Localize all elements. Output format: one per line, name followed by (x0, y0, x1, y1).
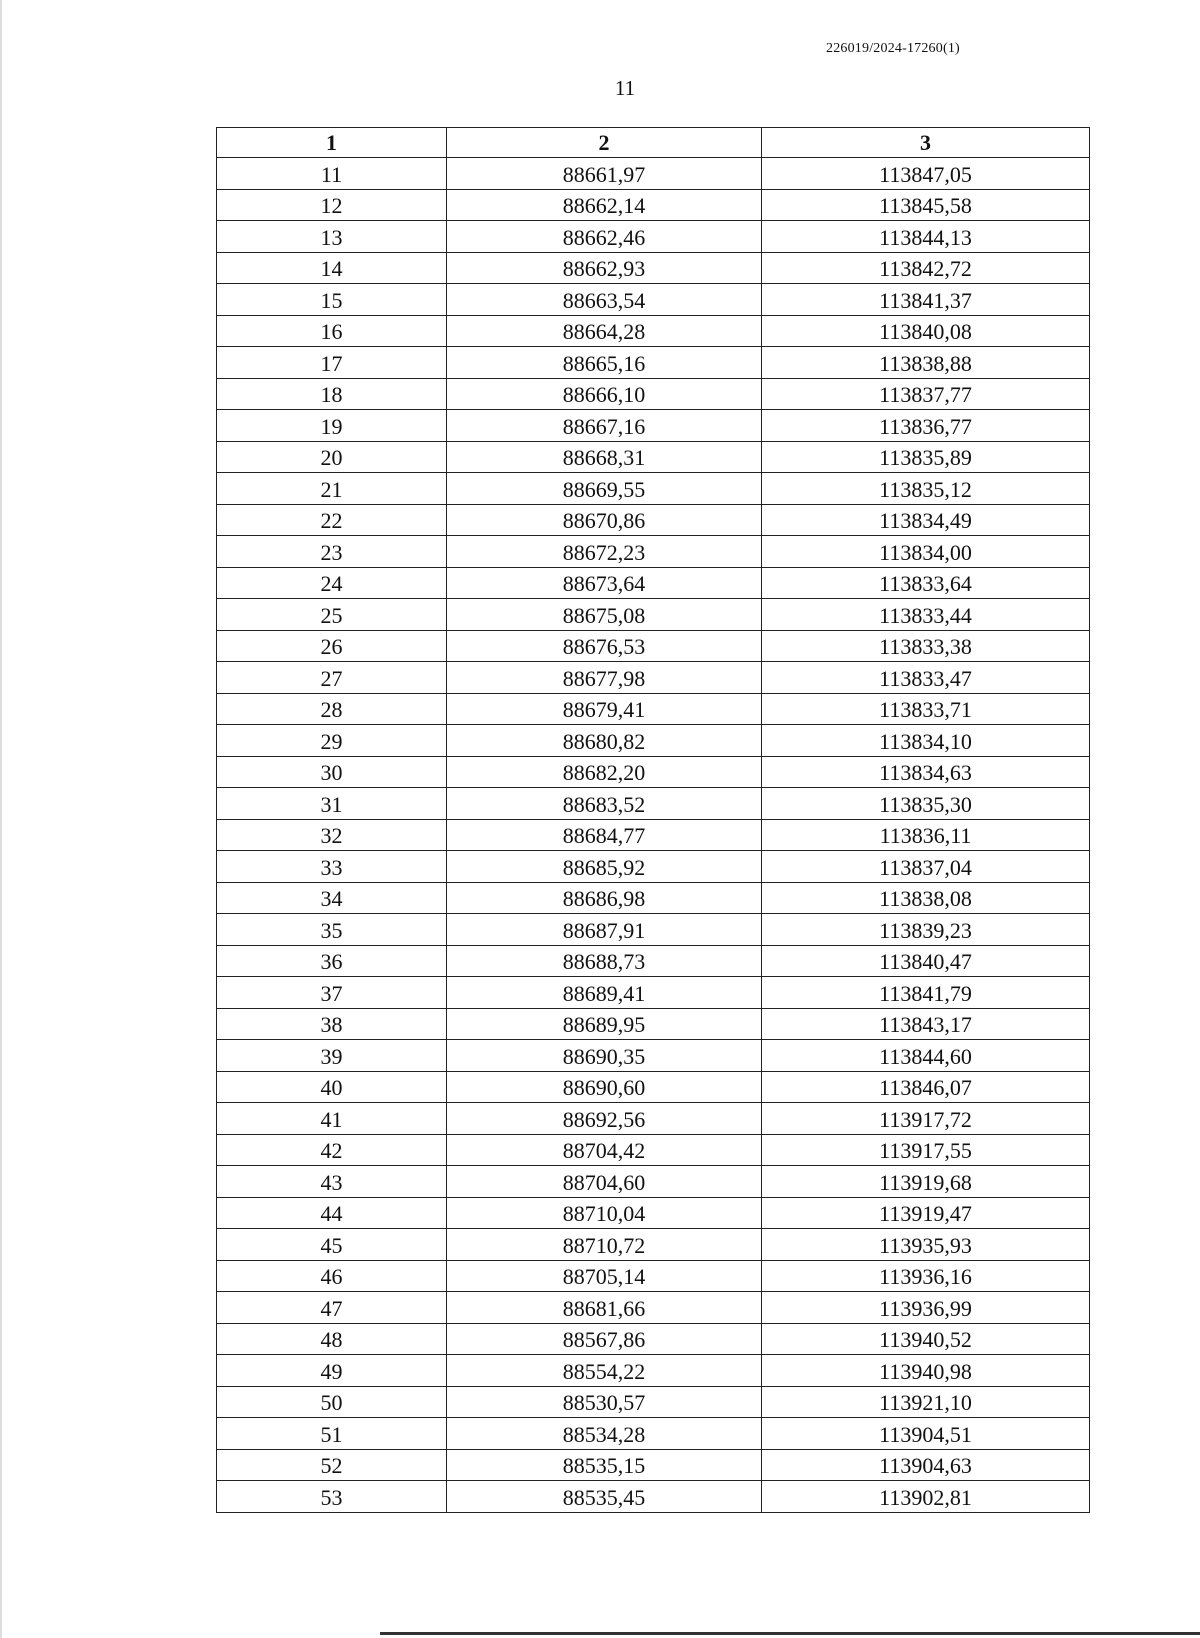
table-cell-col-1: 19 (217, 410, 447, 442)
table-cell-col-1: 14 (217, 252, 447, 284)
table-cell-col-3: 113904,63 (762, 1449, 1090, 1481)
table-row (217, 756, 1090, 788)
table-cell-col-1: 20 (217, 441, 447, 473)
table-row (217, 158, 1090, 190)
table-cell-col-2: 88676,53 (447, 630, 762, 662)
header-row (217, 128, 1090, 158)
table-row (217, 1386, 1090, 1418)
table-cell-col-3: 113838,88 (762, 347, 1090, 379)
table-cell-col-3: 113840,47 (762, 945, 1090, 977)
table-row (217, 851, 1090, 883)
table-header (217, 128, 1090, 158)
table-row (217, 1323, 1090, 1355)
table-row (217, 221, 1090, 253)
table-row (217, 1134, 1090, 1166)
table-cell-col-3: 113834,00 (762, 536, 1090, 568)
table-cell-col-3: 113835,89 (762, 441, 1090, 473)
table-row (217, 1481, 1090, 1513)
table-cell-col-1: 16 (217, 315, 447, 347)
table-cell-col-3: 113837,04 (762, 851, 1090, 883)
table-row (217, 1229, 1090, 1261)
table-cell-col-3: 113833,64 (762, 567, 1090, 599)
table-cell-col-1: 25 (217, 599, 447, 631)
table-row (217, 378, 1090, 410)
table-cell-col-1: 27 (217, 662, 447, 694)
table-row (217, 315, 1090, 347)
table-cell-col-3: 113844,60 (762, 1040, 1090, 1072)
table-row (217, 725, 1090, 757)
table-row (217, 1197, 1090, 1229)
table-cell-col-3: 113921,10 (762, 1386, 1090, 1418)
table-row (217, 630, 1090, 662)
table-cell-col-3: 113834,49 (762, 504, 1090, 536)
bottom-scan-line (380, 1632, 1200, 1635)
table-cell-col-2: 88689,95 (447, 1008, 762, 1040)
table-cell-col-1: 11 (217, 158, 447, 190)
table-cell-col-2: 88662,14 (447, 189, 762, 221)
table-cell-col-1: 36 (217, 945, 447, 977)
table-cell-col-1: 40 (217, 1071, 447, 1103)
table-cell-col-3: 113904,51 (762, 1418, 1090, 1450)
table-cell-col-1: 17 (217, 347, 447, 379)
table-cell-col-1: 26 (217, 630, 447, 662)
table-cell-col-1: 18 (217, 378, 447, 410)
header-cell-3: 3 (762, 128, 1090, 158)
table-row (217, 1260, 1090, 1292)
header-cell-1: 1 (217, 128, 447, 158)
table-cell-col-2: 88663,54 (447, 284, 762, 316)
table-cell-col-3: 113936,16 (762, 1260, 1090, 1292)
table-cell-col-1: 51 (217, 1418, 447, 1450)
header-cell-2: 2 (447, 128, 762, 158)
table-cell-col-3: 113936,99 (762, 1292, 1090, 1324)
table-cell-col-1: 15 (217, 284, 447, 316)
table-cell-col-3: 113917,55 (762, 1134, 1090, 1166)
table-cell-col-2: 88667,16 (447, 410, 762, 442)
table-cell-col-1: 13 (217, 221, 447, 253)
table-cell-col-2: 88684,77 (447, 819, 762, 851)
table-cell-col-2: 88554,22 (447, 1355, 762, 1387)
table-cell-col-1: 46 (217, 1260, 447, 1292)
table-cell-col-3: 113836,77 (762, 410, 1090, 442)
table-cell-col-2: 88673,64 (447, 567, 762, 599)
table-cell-col-1: 23 (217, 536, 447, 568)
table-cell-col-1: 47 (217, 1292, 447, 1324)
table-cell-col-2: 88662,46 (447, 221, 762, 253)
table-row (217, 945, 1090, 977)
table-cell-col-3: 113835,30 (762, 788, 1090, 820)
table-cell-col-1: 33 (217, 851, 447, 883)
table-cell-col-2: 88670,86 (447, 504, 762, 536)
table-cell-col-3: 113835,12 (762, 473, 1090, 505)
table-cell-col-2: 88680,82 (447, 725, 762, 757)
table-cell-col-2: 88685,92 (447, 851, 762, 883)
coordinates-table (216, 127, 1090, 1513)
table-cell-col-3: 113837,77 (762, 378, 1090, 410)
table-row (217, 567, 1090, 599)
table-cell-col-3: 113839,23 (762, 914, 1090, 946)
table-row (217, 1449, 1090, 1481)
table-cell-col-1: 37 (217, 977, 447, 1009)
table-cell-col-3: 113833,44 (762, 599, 1090, 631)
table-cell-col-3: 113902,81 (762, 1481, 1090, 1513)
table-cell-col-1: 12 (217, 189, 447, 221)
table-row (217, 1355, 1090, 1387)
table-cell-col-2: 88710,04 (447, 1197, 762, 1229)
table-cell-col-2: 88664,28 (447, 315, 762, 347)
table-row (217, 882, 1090, 914)
table-cell-col-3: 113840,08 (762, 315, 1090, 347)
table-cell-col-2: 88535,45 (447, 1481, 762, 1513)
table-row (217, 788, 1090, 820)
table-cell-col-2: 88679,41 (447, 693, 762, 725)
table-cell-col-2: 88704,60 (447, 1166, 762, 1198)
table-cell-col-3: 113919,68 (762, 1166, 1090, 1198)
table-row (217, 914, 1090, 946)
table-row (217, 504, 1090, 536)
table-cell-col-2: 88567,86 (447, 1323, 762, 1355)
table-cell-col-3: 113940,98 (762, 1355, 1090, 1387)
table-cell-col-1: 29 (217, 725, 447, 757)
table-row (217, 536, 1090, 568)
table-cell-col-1: 22 (217, 504, 447, 536)
table-cell-col-3: 113838,08 (762, 882, 1090, 914)
table-cell-col-3: 113843,17 (762, 1008, 1090, 1040)
table-cell-col-3: 113836,11 (762, 819, 1090, 851)
table-cell-col-3: 113833,47 (762, 662, 1090, 694)
table-row (217, 347, 1090, 379)
table-cell-col-1: 53 (217, 1481, 447, 1513)
table-cell-col-2: 88530,57 (447, 1386, 762, 1418)
table-cell-col-2: 88666,10 (447, 378, 762, 410)
table-cell-col-2: 88690,60 (447, 1071, 762, 1103)
table-cell-col-3: 113845,58 (762, 189, 1090, 221)
table-cell-col-2: 88687,91 (447, 914, 762, 946)
table-cell-col-2: 88705,14 (447, 1260, 762, 1292)
table-cell-col-1: 30 (217, 756, 447, 788)
table-body (217, 158, 1090, 1513)
table-row (217, 1166, 1090, 1198)
table-cell-col-1: 49 (217, 1355, 447, 1387)
table-cell-col-1: 52 (217, 1449, 447, 1481)
table-cell-col-3: 113833,38 (762, 630, 1090, 662)
table-cell-col-2: 88688,73 (447, 945, 762, 977)
table-cell-col-2: 88682,20 (447, 756, 762, 788)
table-cell-col-1: 39 (217, 1040, 447, 1072)
table-cell-col-1: 24 (217, 567, 447, 599)
table-row (217, 473, 1090, 505)
table-row (217, 1071, 1090, 1103)
table-cell-col-2: 88686,98 (447, 882, 762, 914)
table-cell-col-2: 88665,16 (447, 347, 762, 379)
table-row (217, 1418, 1090, 1450)
table-cell-col-3: 113834,10 (762, 725, 1090, 757)
table-cell-col-3: 113846,07 (762, 1071, 1090, 1103)
table-cell-col-1: 34 (217, 882, 447, 914)
table-cell-col-1: 32 (217, 819, 447, 851)
table-cell-col-3: 113847,05 (762, 158, 1090, 190)
table-cell-col-1: 31 (217, 788, 447, 820)
table-cell-col-1: 35 (217, 914, 447, 946)
table-cell-col-3: 113917,72 (762, 1103, 1090, 1135)
table-row (217, 693, 1090, 725)
table-cell-col-2: 88689,41 (447, 977, 762, 1009)
table-cell-col-1: 45 (217, 1229, 447, 1261)
table-cell-col-2: 88681,66 (447, 1292, 762, 1324)
table-cell-col-3: 113919,47 (762, 1197, 1090, 1229)
table-row (217, 819, 1090, 851)
table-cell-col-3: 113833,71 (762, 693, 1090, 725)
page-edge-line (0, 0, 2, 1638)
table-cell-col-3: 113842,72 (762, 252, 1090, 284)
table-row (217, 252, 1090, 284)
table-cell-col-3: 113935,93 (762, 1229, 1090, 1261)
table-cell-col-2: 88710,72 (447, 1229, 762, 1261)
table-cell-col-1: 42 (217, 1134, 447, 1166)
table-cell-col-3: 113834,63 (762, 756, 1090, 788)
table-cell-col-2: 88534,28 (447, 1418, 762, 1450)
table-cell-col-2: 88675,08 (447, 599, 762, 631)
table-cell-col-1: 38 (217, 1008, 447, 1040)
table-cell-col-2: 88704,42 (447, 1134, 762, 1166)
table-cell-col-1: 21 (217, 473, 447, 505)
table-cell-col-1: 43 (217, 1166, 447, 1198)
table-row (217, 599, 1090, 631)
table-cell-col-3: 113940,52 (762, 1323, 1090, 1355)
table-row (217, 1040, 1090, 1072)
table-cell-col-2: 88662,93 (447, 252, 762, 284)
table-cell-col-2: 88672,23 (447, 536, 762, 568)
page-number: 11 (614, 76, 636, 100)
table-row (217, 1292, 1090, 1324)
table-row (217, 410, 1090, 442)
table-cell-col-2: 88683,52 (447, 788, 762, 820)
table-cell-col-2: 88661,97 (447, 158, 762, 190)
table-cell-col-1: 48 (217, 1323, 447, 1355)
table-cell-col-2: 88692,56 (447, 1103, 762, 1135)
table-cell-col-1: 28 (217, 693, 447, 725)
table-row (217, 977, 1090, 1009)
table-row (217, 1008, 1090, 1040)
table-cell-col-2: 88668,31 (447, 441, 762, 473)
table-row (217, 441, 1090, 473)
table-cell-col-2: 88690,35 (447, 1040, 762, 1072)
table-cell-col-2: 88677,98 (447, 662, 762, 694)
document-id: 226019/2024-17260(1) (826, 41, 960, 56)
table-cell-col-1: 50 (217, 1386, 447, 1418)
table-cell-col-2: 88669,55 (447, 473, 762, 505)
table-cell-col-2: 88535,15 (447, 1449, 762, 1481)
table-cell-col-1: 41 (217, 1103, 447, 1135)
table-cell-col-3: 113844,13 (762, 221, 1090, 253)
table-cell-col-3: 113841,79 (762, 977, 1090, 1009)
table-row (217, 284, 1090, 316)
table-row (217, 1103, 1090, 1135)
table-row (217, 662, 1090, 694)
table-row (217, 189, 1090, 221)
table-cell-col-3: 113841,37 (762, 284, 1090, 316)
table-cell-col-1: 44 (217, 1197, 447, 1229)
